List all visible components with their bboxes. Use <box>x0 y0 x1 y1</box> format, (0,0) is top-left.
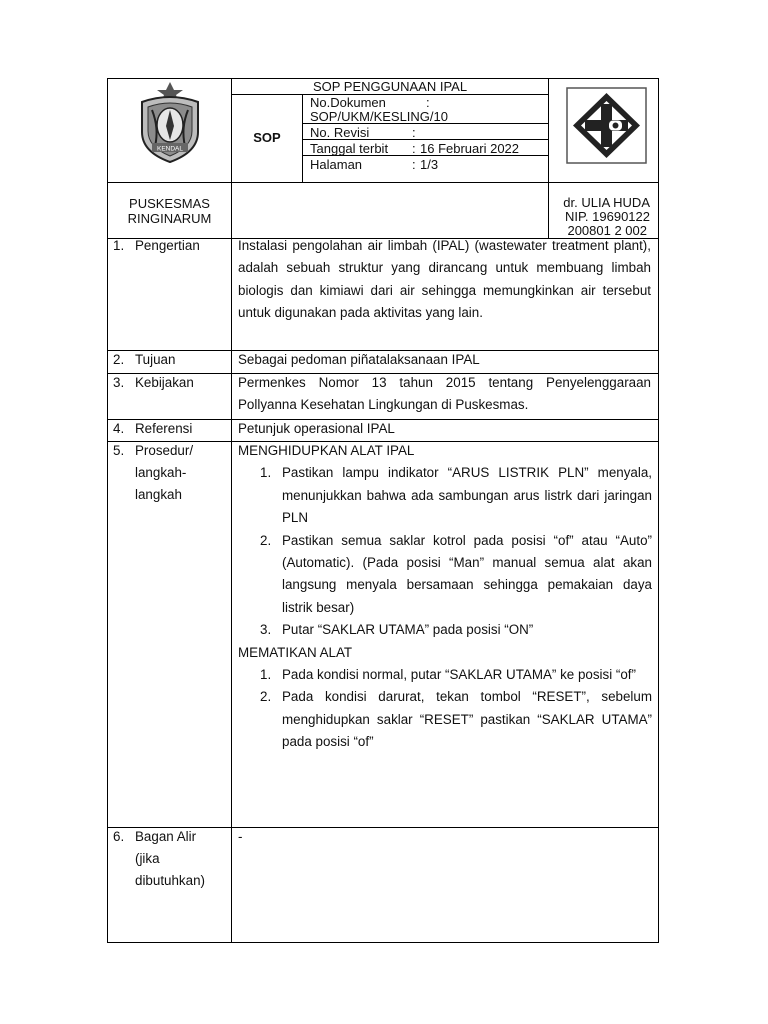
prosedur-label-line3: langkah <box>135 487 182 502</box>
step-number: 2. <box>260 689 272 705</box>
revision-sep: : <box>412 125 416 140</box>
step-text: Pastikan semua saklar kotrol pada posisi “of” atau “Auto” (Automatic). (Pada posisi “Man” manual semua alat akan langsung menyala bersamaan sehingga pemakaian daya listrik besar) <box>282 532 652 615</box>
bagan-alir-text: - <box>238 829 243 844</box>
label-number: 3. <box>113 375 125 390</box>
institution-name-line1: PUSKESMAS <box>129 196 210 211</box>
divider <box>231 94 549 95</box>
bagan-alir-label-line3: dibutuhkan) <box>135 873 205 888</box>
list-item <box>238 664 652 686</box>
issue-date-label: Tanggal terbit <box>310 141 389 156</box>
step-number: 3. <box>260 622 272 638</box>
referensi-text: Petunjuk operasional IPAL <box>238 421 395 436</box>
pengertian-label: Pengertian <box>135 238 200 253</box>
kebijakan-text: Permenkes Nomor 13 tahun 2015 tentang Penyelenggaraan Pollyanna Kesehatan Lingkungan di Puskesmas. <box>238 375 651 413</box>
signer-nip-line2: 200801 2 002 <box>567 223 647 238</box>
border-right <box>658 78 659 943</box>
label-number: 4. <box>113 421 125 436</box>
kendal-logo <box>130 80 210 165</box>
pengertian-text: Instalasi pengolahan air limbah (IPAL) (wastewater treatment plant), adalah sebuah struktur yang dirancang untuk membuang limbah biologis dan kimiawi dari air sehingga memungkinkan air tersebut untuk digunakan pada aktivitas yang lain. <box>238 238 651 321</box>
puskesmas-logo-icon <box>566 87 647 164</box>
step-text: Putar “SAKLAR UTAMA” pada posisi “ON” <box>282 622 534 638</box>
step-text: Pada kondisi darurat, tekan tombol “RESET”, sebelum menghidupkan saklar “RESET” pastikan “SAKLAR UTAMA” pada posisi “of” <box>282 689 652 750</box>
tujuan-label: Tujuan <box>135 352 176 367</box>
step-number: 1. <box>260 465 272 481</box>
steps-on-list <box>238 462 652 641</box>
step-number: 2. <box>260 532 272 548</box>
sop-title: SOP PENGGUNAAN IPAL <box>312 79 468 94</box>
border-bottom <box>107 942 659 943</box>
signer-nip-line1: NIP. 19690122 <box>564 209 650 224</box>
issue-date-sep: : <box>412 141 416 156</box>
label-number: 6. <box>113 829 125 844</box>
page-sep: : <box>412 157 416 172</box>
label-number: 1. <box>113 238 125 253</box>
heading-off: MEMATIKAN ALAT <box>238 644 353 660</box>
divider <box>231 78 232 943</box>
signer-name: dr. ULIA HUDA <box>563 195 650 210</box>
prosedur-label-line2: langkah- <box>135 465 187 480</box>
page-value: 1/3 <box>420 157 439 172</box>
issue-date-value: 16 Februari 2022 <box>420 141 520 156</box>
step-text: Pastikan lampu indikator “ARUS LISTRIK PLN” menyala, menunjukkan bahwa ada sambungan arus listrk dari jaringan PLN <box>282 465 652 526</box>
doc-no-value: SOP/UKM/KESLING/10 <box>310 109 448 124</box>
divider <box>107 182 659 183</box>
divider <box>302 94 303 182</box>
list-item <box>238 530 652 620</box>
prosedur-content <box>238 440 652 754</box>
bagan-alir-label-line1: Bagan Alir <box>135 829 197 844</box>
list-item <box>238 619 652 641</box>
label-number: 5. <box>113 443 125 458</box>
list-item <box>238 462 652 529</box>
institution-name-line2: RINGINARUM <box>127 211 212 226</box>
kebijakan-label: Kebijakan <box>135 375 194 390</box>
prosedur-label-line1: Prosedur/ <box>135 443 194 458</box>
doc-no-label: No.Dokumen <box>310 95 386 110</box>
heading-on: MENGHIDUPKAN ALAT IPAL <box>238 443 415 458</box>
logo-text: KENDAL <box>156 145 184 153</box>
page-label: Halaman <box>310 157 363 172</box>
revision-label: No. Revisi <box>310 125 370 140</box>
tujuan-text: Sebagai pedoman piñatalaksanaan IPAL <box>238 352 480 367</box>
list-item <box>238 686 652 753</box>
label-number: 2. <box>113 352 125 367</box>
steps-off-list <box>238 664 652 754</box>
sop-label: SOP <box>253 130 281 145</box>
step-number: 1. <box>260 667 272 683</box>
bagan-alir-label-line2: (jika <box>135 851 160 866</box>
referensi-label: Referensi <box>135 421 193 436</box>
step-text: Pada kondisi normal, putar “SAKLAR UTAMA” ke posisi “of” <box>282 667 636 683</box>
doc-no-sep: : <box>426 95 430 110</box>
